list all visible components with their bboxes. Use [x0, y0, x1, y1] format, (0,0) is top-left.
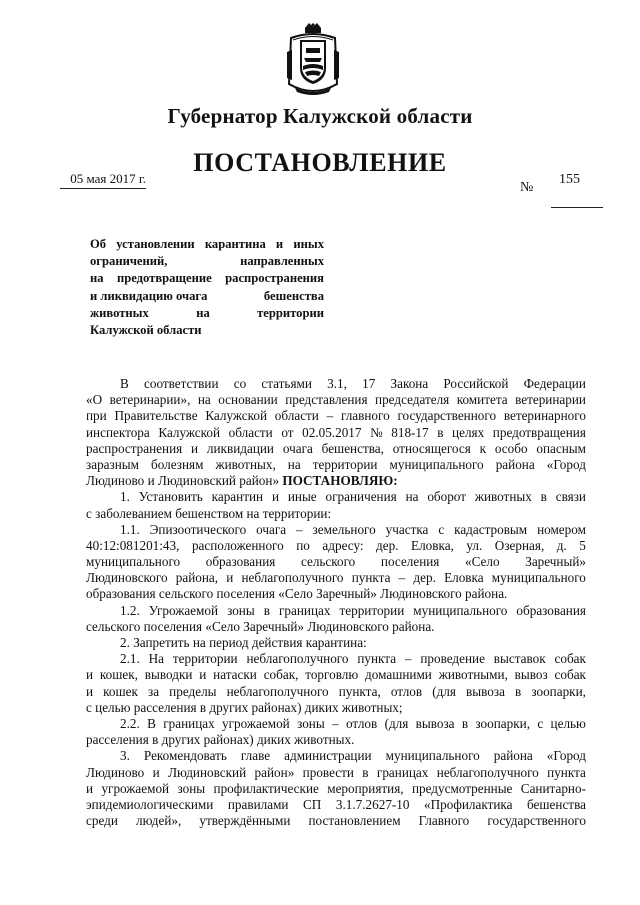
- body-word: Федерации: [523, 376, 586, 391]
- body-word: В: [120, 376, 129, 391]
- body-word: 40:12:081201:43,: [86, 537, 180, 553]
- body-line: [86, 538, 586, 554]
- body-word: границах: [163, 715, 215, 731]
- body-word: Людиновский: [168, 764, 247, 780]
- body-word: 17: [362, 376, 376, 391]
- body-word: «О: [86, 392, 103, 408]
- body-word: Закона: [390, 376, 429, 391]
- body-word: распространения: [86, 440, 183, 456]
- body-line: [86, 667, 586, 683]
- body-word: в: [437, 424, 444, 440]
- body-line: муниципального образования сельского поселения «Село Заречный»: [86, 554, 586, 570]
- body-word: на: [287, 456, 301, 472]
- body-word: иные: [287, 489, 317, 505]
- body-word: пункта: [547, 764, 586, 780]
- subject-word: на: [196, 305, 210, 320]
- body-word: 1.2.: [120, 602, 140, 618]
- body-word: Калужской: [158, 424, 221, 440]
- body-word: границах: [279, 602, 331, 618]
- body-word: Людиново: [86, 764, 145, 780]
- body-word: и: [191, 440, 199, 456]
- body-word: собак: [554, 667, 586, 683]
- body-word: район»: [254, 764, 295, 780]
- body-word: натаски: [213, 667, 257, 683]
- body-word: ветеринарного: [503, 408, 586, 424]
- body-word: Калужской: [205, 408, 268, 424]
- body-word: Санитарно-: [520, 780, 586, 796]
- body-word: ограничения: [325, 489, 397, 505]
- body-word: границах: [376, 764, 429, 780]
- body-word: карантин: [211, 489, 264, 505]
- body-word: основании: [218, 392, 278, 408]
- body-word: очага: [282, 440, 313, 456]
- body-line: Людиново и Людиновский район» ПОСТАНОВЛЯЮ:: [86, 473, 398, 489]
- body-word: провести: [302, 764, 354, 780]
- body-line: [86, 522, 586, 538]
- body-word: кошек: [103, 683, 138, 699]
- body-word: (для: [432, 683, 456, 699]
- subject-word: направленных: [240, 254, 324, 269]
- body-word: со: [233, 376, 247, 391]
- body-line: [86, 748, 586, 764]
- body-word: зоопарки,: [475, 715, 531, 731]
- body-word: Еловка,: [411, 537, 454, 553]
- subject-word: бешенства: [263, 288, 324, 303]
- body-word: животными,: [438, 667, 508, 683]
- body-word: –: [398, 570, 406, 586]
- body-word: 3.1.7.2627-10: [335, 796, 410, 812]
- subject-word: территории: [257, 305, 324, 320]
- body-word: связи: [555, 489, 586, 505]
- body-word: государственного: [487, 813, 586, 829]
- body-line: [86, 570, 586, 586]
- body-word: эпидемиологическими: [86, 796, 214, 812]
- body-line: сельского поселения «Село Заречный» Людиновского района.: [86, 618, 435, 634]
- body-line: [86, 457, 586, 473]
- body-word: муниципального: [385, 748, 480, 764]
- body-word: 818-17: [391, 424, 429, 440]
- body-word: на: [197, 392, 211, 408]
- body-line: [86, 716, 586, 732]
- body-word: комитета: [456, 392, 508, 408]
- body-word: соответствии: [144, 376, 219, 391]
- body-word: председателя: [375, 392, 450, 408]
- body-word: «Профилактика: [424, 796, 513, 812]
- body-word: по: [296, 537, 310, 553]
- body-word: собак,: [263, 667, 299, 683]
- body-word: угрожаемой: [222, 715, 290, 731]
- body-word: неблагополучного: [226, 683, 329, 699]
- body-word: опасным: [536, 440, 586, 456]
- body-word: проведение: [420, 651, 485, 667]
- body-word: муниципального: [491, 570, 586, 586]
- body-word: мероприятия,: [327, 780, 404, 796]
- body-line: с заболеванием бешенством на территории:: [86, 505, 332, 521]
- decree-word: ПОСТАНОВЛЯЮ:: [282, 473, 398, 489]
- body-word: дер.: [413, 570, 436, 586]
- body-word: к: [479, 440, 487, 456]
- body-word: области: [274, 408, 319, 424]
- body-line: [86, 489, 586, 505]
- body-word: «Город: [546, 748, 586, 764]
- body-line: [86, 813, 586, 829]
- body-word: Главного: [418, 813, 470, 829]
- body-word: 5: [579, 537, 586, 553]
- body-word: образования: [516, 602, 586, 618]
- body-word: В: [147, 715, 156, 731]
- body-word: участка: [385, 521, 429, 537]
- document-type-title: ПОСТАНОВЛЕНИЕ: [193, 148, 447, 177]
- body-word: в: [461, 715, 469, 731]
- body-word: и: [152, 764, 160, 780]
- body-line: [86, 651, 586, 667]
- body-word: главного: [340, 408, 390, 424]
- body-word: в: [540, 489, 547, 505]
- body-word: номером: [537, 521, 586, 537]
- body-word: ветеринарии»,: [109, 392, 191, 408]
- body-word: земельного: [312, 521, 376, 537]
- body-word: представления: [285, 392, 368, 408]
- body-word: Рекомендовать: [143, 748, 227, 764]
- body-word: постановлением: [308, 813, 401, 829]
- body-word: утверждёнными: [199, 813, 291, 829]
- body-word: зоопарки,: [531, 683, 586, 699]
- body-word: и: [226, 570, 234, 586]
- body-line: [86, 765, 586, 781]
- body-word: 2.2.: [120, 715, 140, 731]
- body-word: неблагополучного: [246, 651, 349, 667]
- body-word: целью: [550, 715, 586, 731]
- body-word: угрожаемой: [101, 780, 170, 796]
- body-word: территории: [172, 651, 238, 667]
- body-word: выставок: [493, 651, 546, 667]
- body-word: и: [199, 667, 207, 683]
- body-word: 3.1,: [327, 376, 347, 391]
- body-word: и: [86, 667, 94, 683]
- body-word: государственного: [397, 408, 497, 424]
- body-word: неблагополучного: [436, 764, 539, 780]
- body-word: целях: [452, 424, 485, 440]
- body-word: собак: [554, 651, 586, 667]
- body-word: главе: [240, 748, 271, 764]
- subject-line: [90, 305, 324, 322]
- body-word: в: [263, 602, 270, 618]
- body-word: с: [438, 521, 445, 537]
- body-word: (для: [384, 715, 409, 731]
- body-word: вывоза: [466, 683, 505, 699]
- body-word: профилактические: [213, 780, 319, 796]
- body-word: 02.05.2017: [302, 424, 362, 440]
- body-word: расположенного: [191, 537, 284, 553]
- body-word: оборот: [427, 489, 466, 505]
- body-word: муниципального: [389, 456, 484, 472]
- body-word: администрации: [284, 748, 372, 764]
- body-line: [86, 441, 586, 457]
- body-word: торговлю: [305, 667, 359, 683]
- body-word: д.: [556, 537, 567, 553]
- body-line: 2. Запретить на период действия карантина:: [120, 635, 367, 650]
- body-word: –: [326, 408, 334, 424]
- body-word: предотвращения: [492, 424, 586, 440]
- body-word: «Город: [546, 456, 586, 472]
- body-word: за: [148, 683, 160, 699]
- body-word: муниципального: [413, 602, 508, 618]
- body-line: образования сельского поселения «Село Заречный» Людиновского района.: [86, 586, 508, 602]
- subject-word: животных: [90, 305, 149, 320]
- body-word: №: [370, 424, 383, 440]
- body-word: Эпизоотического: [149, 521, 247, 537]
- body-word: Озерная,: [494, 537, 545, 553]
- body-word: СП: [303, 796, 322, 812]
- body-word: и: [86, 780, 94, 796]
- body-word: в: [515, 683, 522, 699]
- body-word: выводки: [144, 667, 193, 683]
- body-word: –: [296, 521, 303, 537]
- body-word: статьями: [261, 376, 312, 391]
- document-subject: [90, 236, 324, 339]
- body-word: особо: [494, 440, 528, 456]
- body-word: правилами: [227, 796, 289, 812]
- document-number-label: №: [520, 180, 534, 195]
- body-word: ветеринарии: [515, 392, 586, 408]
- body-word: зоны: [297, 715, 325, 731]
- body-word: очага: [256, 521, 287, 537]
- body-word: с: [537, 715, 544, 731]
- body-word: вывоза: [415, 715, 455, 731]
- document-number: 155: [551, 172, 603, 208]
- body-word: Угрожаемой: [148, 602, 219, 618]
- body-line: [86, 603, 586, 619]
- body-word: в: [362, 764, 369, 780]
- body-word: инспектора: [86, 424, 150, 440]
- body-word: Установить: [138, 489, 203, 505]
- body-word: относящегося: [392, 440, 471, 456]
- body-word: на: [405, 489, 419, 505]
- body-line: [86, 797, 586, 813]
- body-line: [86, 392, 586, 408]
- body-word: людей»,: [136, 813, 182, 829]
- body-word: и: [271, 489, 279, 505]
- body-word: пункта: [357, 651, 397, 667]
- subject-line: Об установлении карантина и иных: [90, 237, 324, 251]
- body-word: бешенства: [527, 796, 586, 812]
- body-word: области: [228, 424, 273, 440]
- body-line: [86, 781, 586, 797]
- body-word: дер.: [376, 537, 399, 553]
- body-word: района: [493, 748, 533, 764]
- body-word: 1.1.: [120, 521, 140, 537]
- body-word: пункта: [351, 570, 391, 586]
- body-word: предусмотренные: [411, 780, 513, 796]
- body-word: отлов: [345, 715, 378, 731]
- body-line: [86, 684, 586, 700]
- body-word: –: [332, 715, 339, 731]
- body-word: 1.: [120, 489, 130, 505]
- body-word: 3.: [120, 748, 130, 764]
- body-line: [86, 376, 586, 392]
- body-word: и: [86, 683, 94, 699]
- body-line: расселения в других районах) диких животных.: [86, 732, 355, 748]
- subject-line: [90, 253, 324, 270]
- body-word: животных: [474, 489, 532, 505]
- document-date: 05 мая 2017 г.: [60, 171, 146, 189]
- body-word: ул.: [466, 537, 483, 553]
- body-word: неблагополучного: [241, 570, 344, 586]
- coat-of-arms-icon: [283, 22, 343, 96]
- body-word: Людиновского: [86, 570, 168, 586]
- body-word: при: [86, 408, 107, 424]
- document-body: [86, 376, 586, 829]
- body-word: –: [404, 651, 412, 667]
- body-line: [86, 408, 586, 424]
- body-word: вывоз: [514, 667, 548, 683]
- body-word: заразным: [86, 456, 139, 472]
- body-word: домашними: [365, 667, 432, 683]
- body-word: района,: [175, 570, 219, 586]
- body-word: Российской: [443, 376, 509, 391]
- body-line: с целью расселения в других районах) диких животных;: [86, 699, 403, 715]
- body-word: территории: [339, 602, 405, 618]
- body-word: болезням: [151, 456, 204, 472]
- body-word: адресу:: [322, 537, 364, 553]
- issuing-authority: Губернатор Калужской области: [167, 104, 473, 128]
- body-word: района: [495, 456, 535, 472]
- body-word: отлов: [390, 683, 423, 699]
- subject-line: [90, 288, 324, 305]
- body-word: кадастровым: [454, 521, 528, 537]
- body-word: среди: [86, 813, 118, 829]
- body-word: зоны: [177, 780, 206, 796]
- body-word: На: [148, 651, 165, 667]
- subject-word: ограничений,: [90, 254, 168, 269]
- body-word: Еловка: [444, 570, 484, 586]
- body-word: животных,: [215, 456, 276, 472]
- body-line: [86, 425, 586, 441]
- body-word: зоны: [227, 602, 255, 618]
- body-word: кошек,: [99, 667, 138, 683]
- body-word: территории: [312, 456, 378, 472]
- subject-line: Калужской области: [90, 322, 202, 337]
- subject-line: на предотвращение распространения: [90, 271, 324, 286]
- body-word: пределы: [169, 683, 217, 699]
- body-word: ликвидации: [206, 440, 274, 456]
- body-word: Правительстве: [114, 408, 198, 424]
- body-word: пункта,: [338, 683, 381, 699]
- body-word: бешенства,: [321, 440, 384, 456]
- body-word: 2.1.: [120, 651, 140, 667]
- body-word: от: [281, 424, 294, 440]
- subject-word: и ликвидацию очага: [90, 288, 208, 303]
